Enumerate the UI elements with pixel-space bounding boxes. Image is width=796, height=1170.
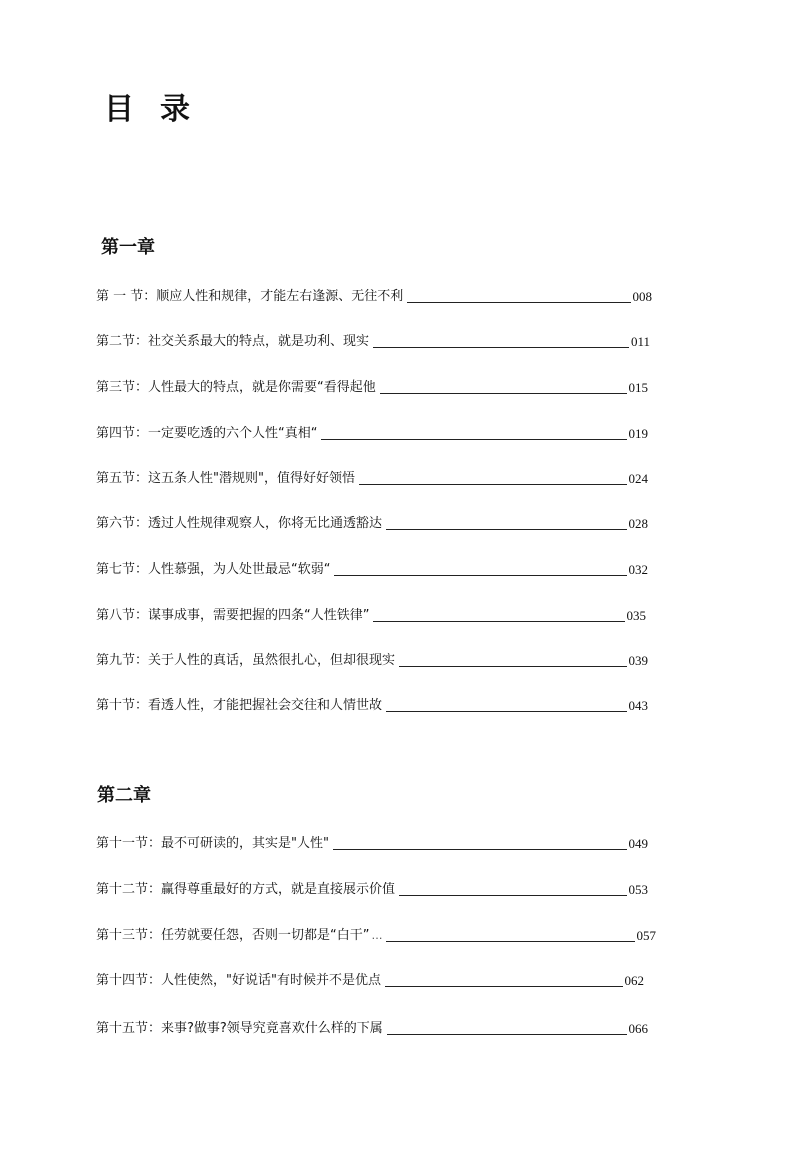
toc-entry[interactable] [96,512,648,534]
toc-entry-page: 019 [628,426,648,441]
toc-entry-label: 第八节：谋事成事，需要把握的四条“人性铁律” [96,608,370,623]
toc-entry-label: 第五节：这五条人性"潜规则"，值得好好领悟 [96,471,355,486]
dot-leader [373,346,629,348]
toc-entry[interactable] [96,285,652,307]
toc-entry-label: 第十五节：来事?做事?领导究竟喜欢什么样的下属 [96,1021,383,1036]
toc-entry[interactable] [96,832,648,854]
toc-entry-label: 第十四节：人性使然，"好说话"有时候并不是优点 [96,973,381,988]
dot-leader [333,848,627,850]
toc-entry[interactable] [96,694,648,716]
toc-entry-label: 第十节：看透人性，才能把握社会交往和人情世故 [96,698,383,713]
toc-entry[interactable] [96,376,648,398]
dot-leader [387,1033,627,1035]
toc-entry-page: 066 [628,1021,648,1036]
toc-entry[interactable] [96,330,650,352]
toc-entry[interactable] [96,969,644,991]
toc-entry-label: 第六节：透过人性规律观察人，你将无比通透豁达 [96,516,383,531]
toc-title-char-2: 录 [160,92,190,127]
dot-leader [399,894,626,896]
toc-entry-page: 024 [628,471,648,486]
chapter-heading: 第二章 [97,785,151,806]
toc-entry[interactable] [96,649,648,671]
toc-entry-label: 第十三节：任劳就要任怨，否则一切都是“白干” [96,928,370,943]
toc-entry-page: 062 [624,973,644,988]
toc-entry[interactable] [96,1017,648,1039]
toc-entry-label: 第三节：人性最大的特点，就是你需要“看得起他 [96,380,376,395]
toc-entry-label: 第十一节：最不可研读的，其实是"人性" [96,836,329,851]
toc-entry[interactable] [96,878,648,900]
toc-entry[interactable] [96,558,648,580]
toc-entry-page: 008 [632,289,652,304]
toc-entry-page: 032 [628,562,648,577]
ellipsis: … [371,929,383,942]
dot-leader [386,940,634,942]
toc-entry-page: 043 [628,698,648,713]
toc-entry-label: 第七节：人性慕强，为人处世最忌“软弱“ [96,562,331,577]
chapter-heading: 第一章 [101,237,155,258]
toc-entry-page: 015 [628,380,648,395]
toc-entry-label: 第四节：一定要吃透的六个人性“真相“ [96,426,318,441]
toc-entry-page: 035 [626,608,646,623]
dot-leader [386,710,626,712]
toc-entry-page: 049 [628,836,648,851]
dot-leader [380,392,627,394]
dot-leader [334,574,626,576]
dot-leader [385,985,623,987]
dot-leader [407,301,630,303]
toc-entry[interactable] [96,422,648,444]
toc-entry-label: 第二节：社交关系最大的特点，就是功利、现实 [96,334,370,349]
dot-leader [399,665,626,667]
toc-entry-label: 第九节：关于人性的真话，虽然很扎心，但却很现实 [96,653,396,668]
toc-entry[interactable] [96,924,656,946]
toc-title-char-1: 目 [104,92,134,127]
toc-entry-label: 第十二节：赢得尊重最好的方式，就是直接展示价值 [96,882,396,897]
toc-entry[interactable] [96,467,648,489]
dot-leader [373,620,624,622]
toc-entry-page: 028 [628,516,648,531]
dot-leader [386,528,626,530]
toc-title [104,88,190,132]
toc-entry-page: 011 [630,334,650,349]
toc-entry-label: 第 一 节：顺应人性和规律，才能左右逢源、无往不利 [96,289,404,304]
toc-entry-page: 057 [636,928,656,943]
toc-entry[interactable] [96,604,646,626]
dot-leader [359,483,627,485]
dot-leader [321,438,626,440]
toc-entry-page: 039 [628,653,648,668]
toc-entry-page: 053 [628,882,648,897]
